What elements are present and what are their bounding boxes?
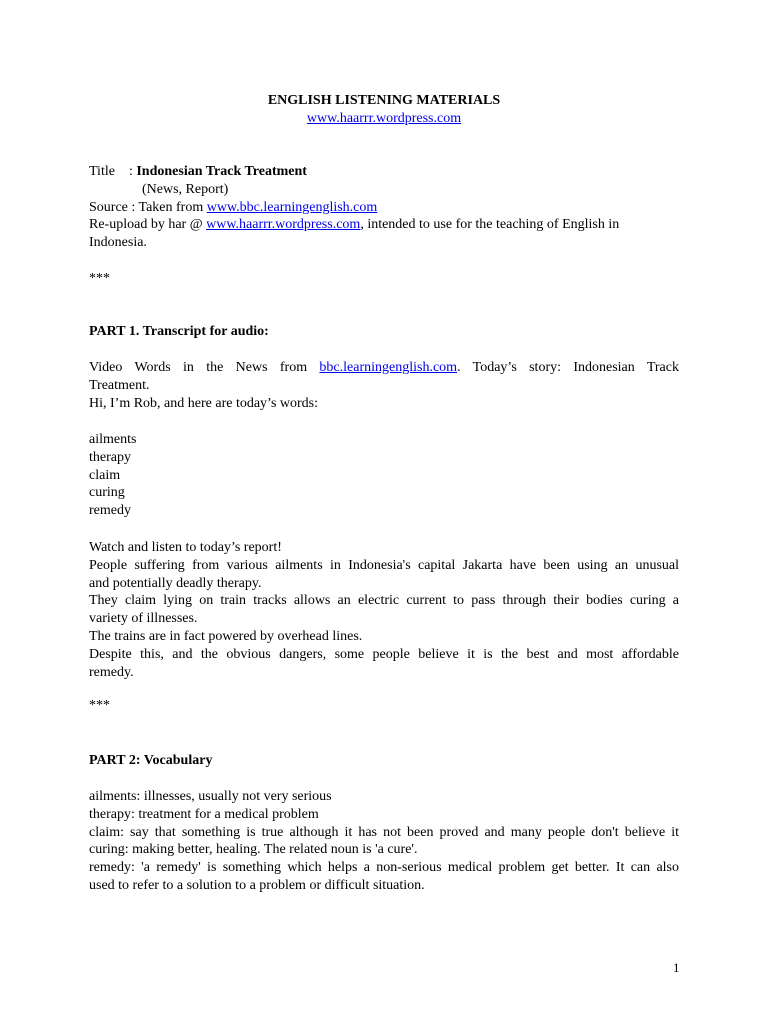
part1-para4-line2: remedy. [89,664,134,680]
word-list-item: remedy [89,503,131,519]
part1-para2-line2: variety of illnesses. [89,611,198,627]
part2-heading: PART 2: Vocabulary [89,753,213,768]
word-list-item: ailments [89,432,137,447]
part1-heading: PART 1. Transcript for audio: [89,324,269,339]
meta-reupload-link[interactable]: www.haarrr.wordpress.com [206,217,361,233]
meta-subtitle: (News, Report) [142,181,229,197]
word-list-item: therapy [89,449,131,465]
part1-intro-line2: Treatment. [89,377,150,393]
vocab-curing: curing: making better, healing. The related noun is 'a cure'. [89,842,418,858]
part1-para1-line2: and potentially deadly therapy. [89,575,262,591]
part1-intro-link[interactable]: bbc.learningenglish.com [319,360,458,375]
meta-source-link[interactable]: www.bbc.learningenglish.com [206,199,378,215]
meta-source-line [89,199,679,217]
meta-title-label: Title : [89,164,137,179]
part1-intro-suffix: . Today’s story: Indonesian Track [457,360,679,375]
part1-para2-line1: They claim lying on train tracks allows an electric current to pass through their bodies curing a [89,593,679,609]
part1-para4-line1: Despite this, and the obvious dangers, some people believe it is the best and most affordable [89,646,679,662]
word-list-item: curing [89,485,125,501]
meta-source-label: Source : Taken from [89,199,207,215]
meta-title-line [89,163,679,181]
part1-intro-line1 [89,359,679,377]
part1-greeting: Hi, I’m Rob, and here are today’s words: [89,395,318,411]
page-number: 1 [673,960,680,975]
document-title: ENGLISH LISTENING MATERIALS [267,93,501,108]
header-website-link[interactable]: www.haarrr.wordpress.com [306,111,462,126]
word-list [89,431,679,520]
meta-block [89,163,679,252]
vocab-remedy-line1: remedy: 'a remedy' is something which helps a non-serious medical problem get better. It can also [89,860,679,876]
meta-reupload-prefix: Re-upload by har @ [89,217,207,233]
vocabulary-list [89,788,679,895]
header-website-link-wrap [0,110,768,128]
vocab-therapy: therapy: treatment for a medical problem [89,806,319,822]
word-list-item: claim [89,467,121,483]
vocab-ailments: ailments: illnesses, usually not very serious [89,789,332,804]
meta-reupload-suffix: , intended to use for the teaching of English in [360,217,620,233]
vocab-claim: claim: say that something is true although it has not been proved and many people don't believe it [89,824,679,840]
part1-report [89,539,679,681]
part1-intro-prefix: Video Words in the News from [89,360,320,375]
part1-para1-line1: People suffering from various ailments in Indonesia's capital Jakarta have been using an unusual [89,557,679,573]
meta-reupload-line [89,216,679,234]
vocab-remedy-line2: used to refer to a solution to a problem or difficult situation. [89,877,425,893]
part1-watch: Watch and listen to today’s report! [89,540,282,555]
separator-2: *** [89,698,110,713]
part1-para3: The trains are in fact powered by overhead lines. [89,628,363,644]
meta-reupload-line2: Indonesia. [89,235,147,251]
meta-title-value: Indonesian Track Treatment [136,164,307,179]
part1-intro [89,359,679,412]
separator-1: *** [89,271,110,286]
